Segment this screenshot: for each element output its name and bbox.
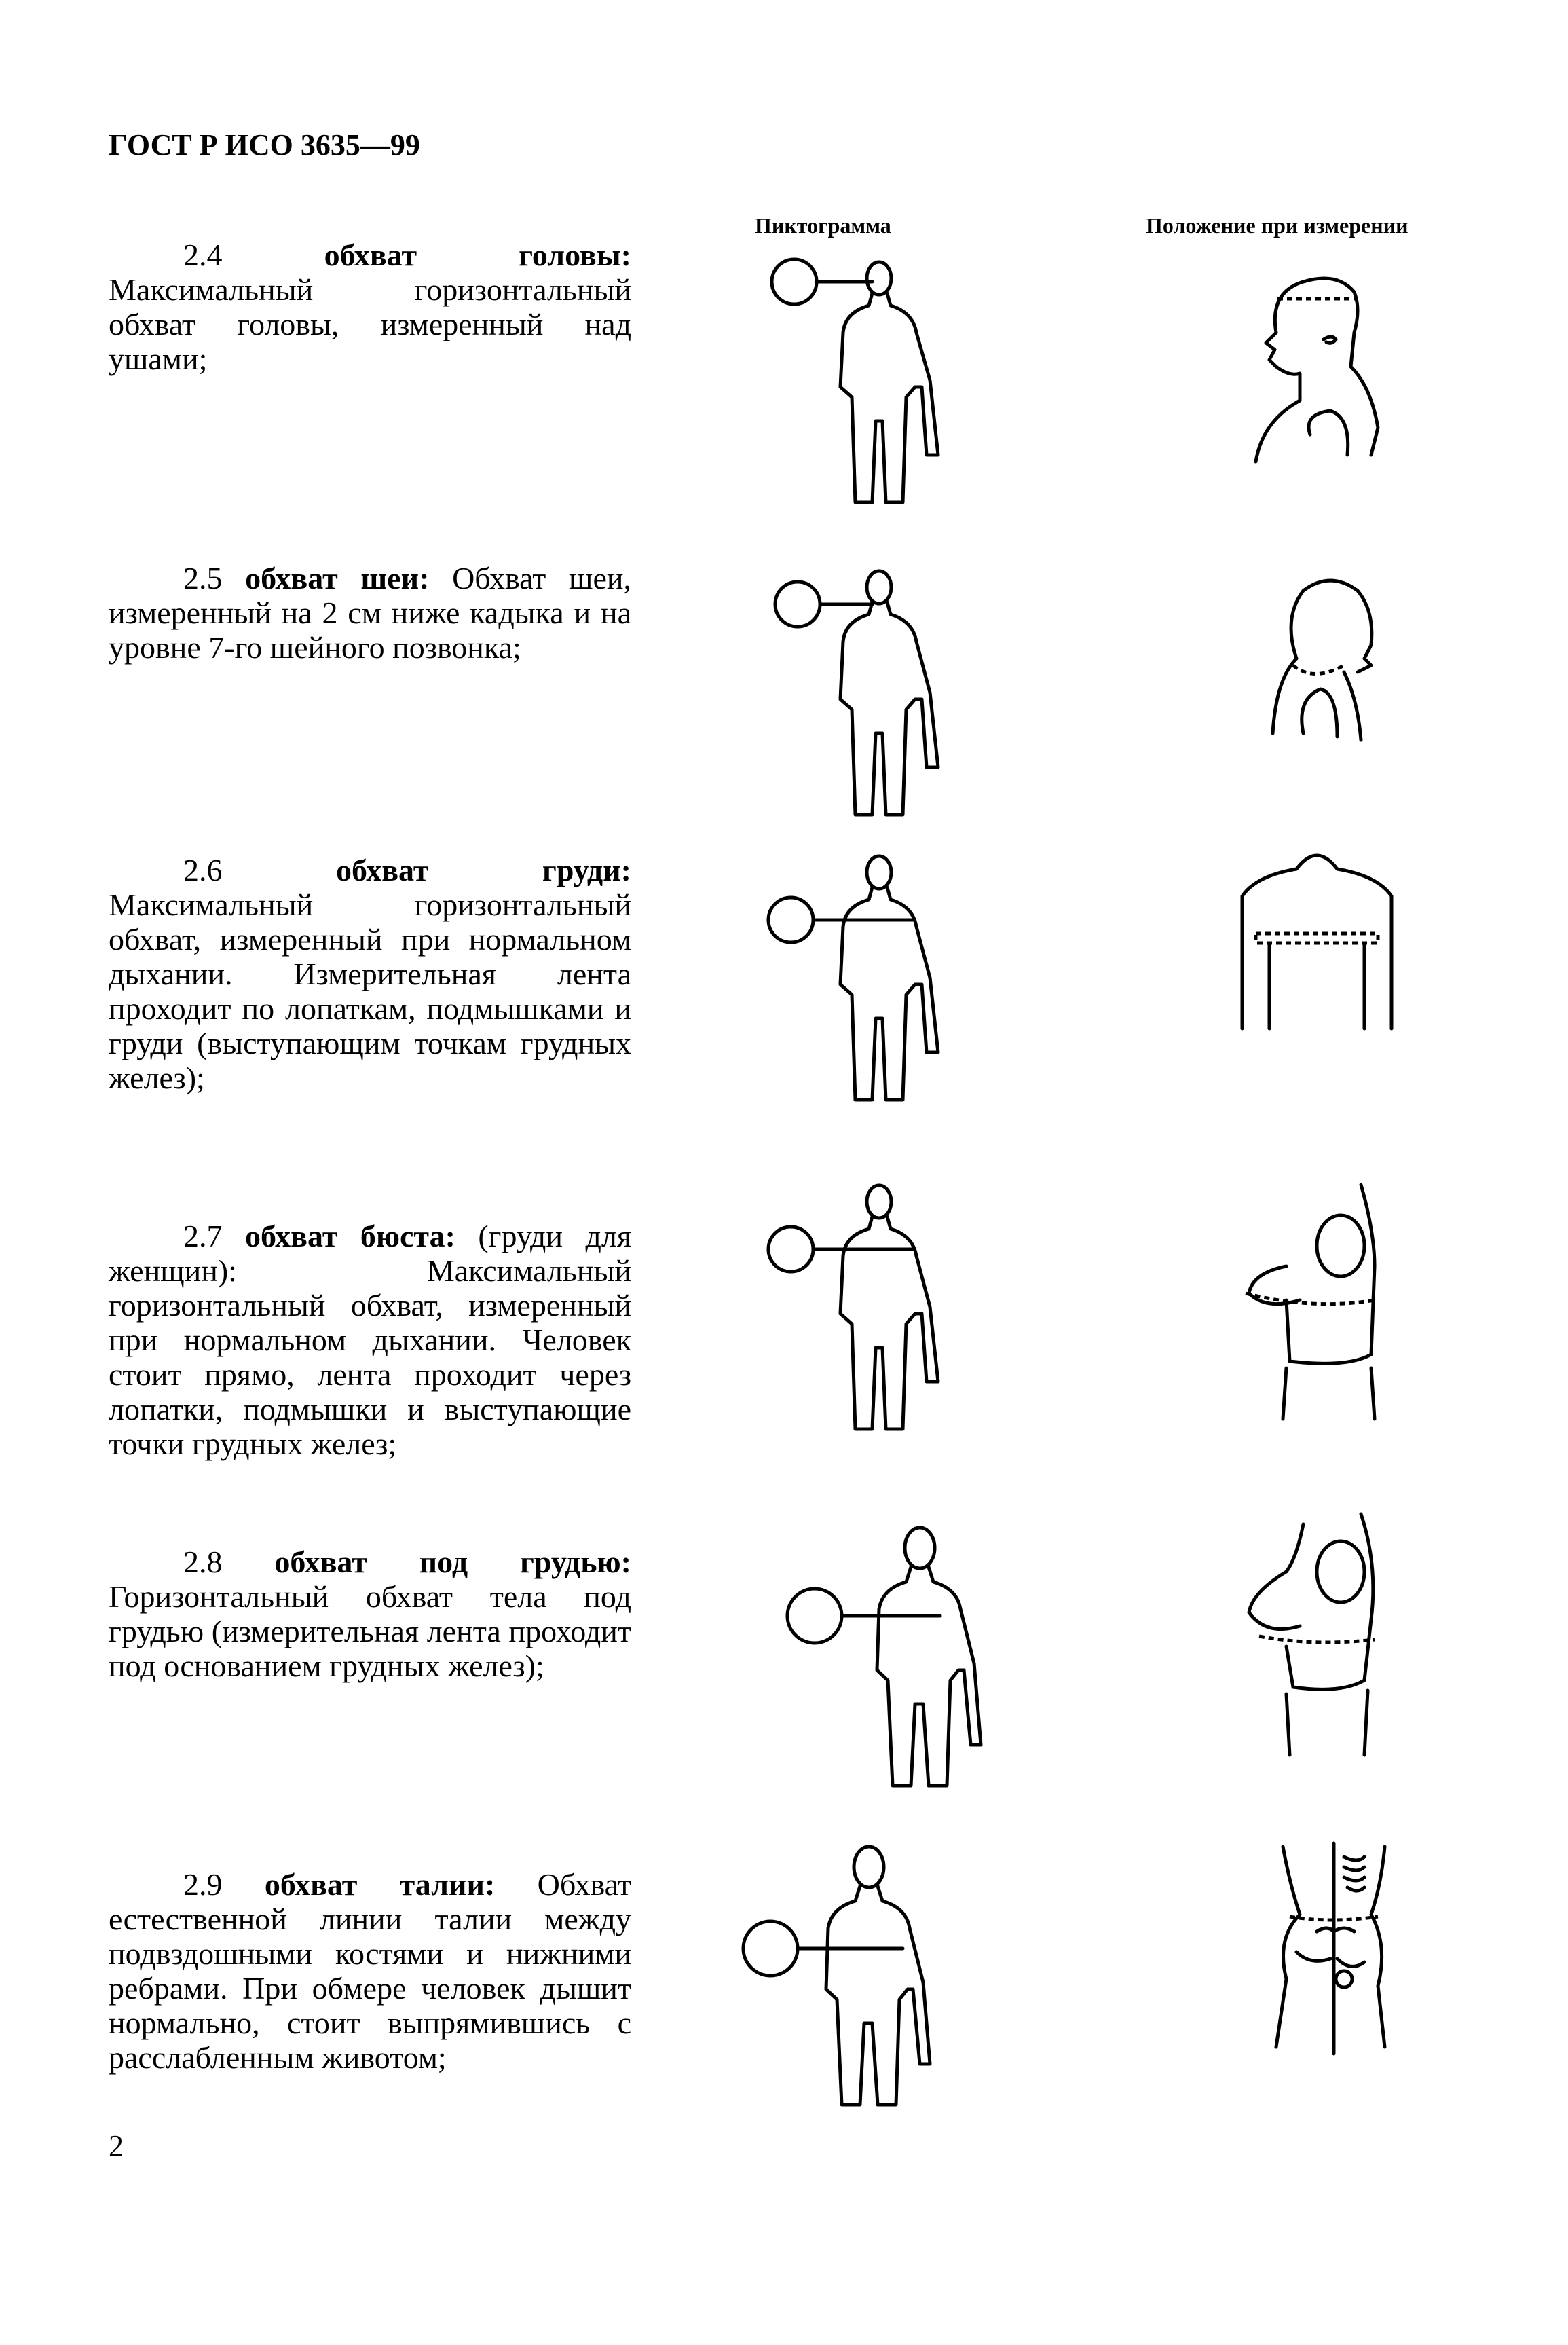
entry-term: обхват бюста:: [244, 1219, 455, 1253]
entry-number: 2.8: [183, 1545, 223, 1579]
entry-number: 2.7: [183, 1219, 223, 1253]
entry-waist-girth: [109, 1867, 631, 2075]
pictogram-underbust: [760, 1521, 984, 1792]
position-chest: [1229, 849, 1405, 1032]
entry-chest-girth: [109, 853, 631, 1095]
entry-number: 2.6: [183, 853, 223, 887]
entry-bust-girth: [109, 1219, 631, 1461]
pictogram-chest: [760, 849, 950, 1107]
document-header: ГОСТ Р ИСО 3635—99: [109, 128, 420, 162]
position-head: [1235, 251, 1392, 468]
pictogram-bust: [760, 1178, 950, 1436]
entry-text: Обхват шеи, измеренный на 2 см ниже кадыка и на уровне 7-го шейного позвонка;: [109, 561, 632, 665]
position-underbust: [1239, 1511, 1395, 1762]
entry-number: 2.5: [183, 561, 223, 595]
entry-underbust-girth: [109, 1545, 631, 1683]
entry-head-circumference: [109, 238, 631, 376]
entry-text: (груди для женщин): Максимальный горизонтальный обхват, измеренный при нормальном дыхании. Человек стоит прямо, лента проходит через лопатки, подмышки и выступающие точки грудных желез;: [109, 1219, 631, 1461]
pictogram-neck: [760, 564, 950, 821]
position-column-heading: Положение при измерении: [1146, 213, 1408, 238]
position-waist: [1263, 1843, 1398, 2054]
entry-text: Максимальный горизонтальный обхват, измеренный при нормальном дыхании. Измерительная лента проходит по лопаткам, подмышками и груди (выступающим точкам грудных желез);: [109, 887, 631, 1095]
entry-term: обхват талии:: [264, 1867, 496, 1902]
entry-number: 2.9: [183, 1867, 223, 1902]
entry-text: Обхват естественной линии талии между подвздошными костями и нижними ребрами. При обмере человек дышит нормально, стоит выпрямившись с расслабленным животом;: [109, 1867, 631, 2075]
page-number: 2: [109, 2129, 124, 2162]
entry-text: Горизонтальный обхват тела под грудью (измерительная лента проходит под основанием грудных желез);: [109, 1579, 631, 1683]
entry-term: обхват головы:: [324, 238, 631, 272]
pictogram-head: [760, 251, 950, 509]
entry-term: обхват шеи:: [245, 561, 430, 595]
pictogram-column-heading: Пиктограмма: [755, 213, 891, 238]
pictogram-waist: [730, 1840, 988, 2111]
entry-term: обхват под грудью:: [274, 1545, 631, 1579]
position-neck: [1256, 564, 1392, 747]
position-bust: [1239, 1178, 1395, 1422]
entry-term: обхват груди:: [335, 853, 631, 887]
entry-number: 2.4: [183, 238, 223, 272]
entry-neck-circumference: [109, 561, 631, 665]
entry-text: Максимальный горизонтальный обхват головы, измеренный над ушами;: [109, 272, 631, 376]
